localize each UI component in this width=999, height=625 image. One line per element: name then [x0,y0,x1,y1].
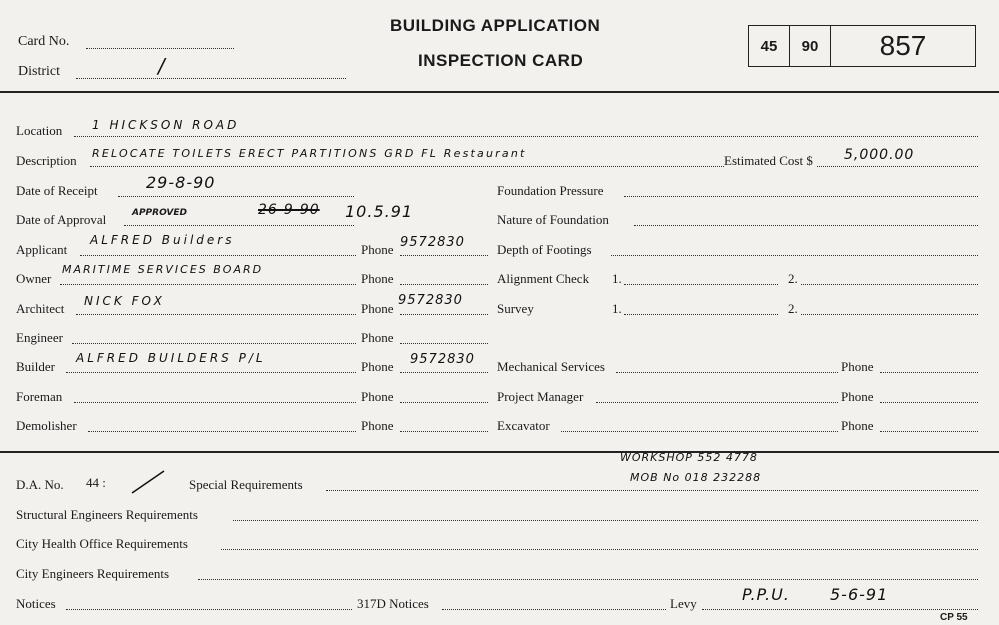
city-engineers-line[interactable] [198,579,978,580]
project-manager-label: Project Manager [497,389,584,404]
health-label: City Health Office Requirements [16,536,188,551]
engineer-label: Engineer [16,330,63,345]
approval-stamp: APPROVED [132,208,188,218]
applicant-value: ALFRED Builders [90,233,235,247]
demolisher-line[interactable] [88,431,356,432]
foreman-line[interactable] [74,402,356,403]
da-slash-line [132,471,164,493]
project-manager-phone-line[interactable] [880,402,978,403]
header-divider [0,91,999,93]
district-value: / [158,54,166,78]
alignment-num-1: 1. [612,271,622,286]
description-value: RELOCATE TOILETS ERECT PARTITIONS GRD FL Restaurant [92,147,527,160]
title-line-1: BUILDING APPLICATION [390,16,601,35]
card-no-line[interactable] [86,48,234,49]
structural-label: Structural Engineers Requirements [16,507,198,522]
levy-line[interactable] [702,609,978,610]
alignment-label: Alignment Check [497,271,590,286]
da-label: D.A. No. [16,477,64,492]
levy-label: Levy [670,596,697,611]
alignment-line-2[interactable] [801,284,978,285]
mob-note: MOB No 018 232288 [630,471,762,484]
foreman-label: Foreman [16,389,63,404]
applicant-line[interactable] [80,255,356,256]
foreman-phone-label: Phone [361,389,394,404]
alignment-line-1[interactable] [624,284,778,285]
notices-317d-label: 317D Notices [357,596,429,611]
receipt-value: 29-8-90 [146,173,216,192]
depth-footings-line[interactable] [611,255,978,256]
foundation-pressure-label: Foundation Pressure [497,183,604,198]
owner-line[interactable] [60,284,356,285]
health-line[interactable] [221,549,978,550]
location-value: 1 HICKSON ROAD [92,118,240,132]
receipt-line[interactable] [118,196,354,197]
builder-phone-label: Phone [361,359,394,374]
description-label: Description [16,153,77,168]
location-label: Location [16,123,63,138]
code-box-a [748,25,790,67]
mechanical-line[interactable] [616,372,838,373]
district-line[interactable] [76,78,346,79]
excavator-line[interactable] [561,431,838,432]
mechanical-phone-line[interactable] [880,372,978,373]
excavator-phone-line[interactable] [880,431,978,432]
architect-phone-value: 9572830 [398,293,463,308]
architect-value: NICK FOX [84,294,165,308]
depth-footings-label: Depth of Footings [497,242,592,257]
estimated-cost-value: 5,000.00 [844,147,915,163]
survey-num-2: 2. [788,301,798,316]
code-a: 45 [760,37,778,55]
applicant-phone-value: 9572830 [400,235,465,250]
alignment-num-2: 2. [788,271,798,286]
architect-label: Architect [16,301,65,316]
owner-label: Owner [16,271,52,286]
owner-value: MARITIME SERVICES BOARD [62,263,264,276]
mechanical-label: Mechanical Services [497,359,605,374]
description-line[interactable] [90,166,978,167]
excavator-label: Excavator [497,418,550,433]
special-requirements-label: Special Requirements [189,477,303,492]
survey-line-1[interactable] [624,314,778,315]
receipt-label: Date of Receipt [16,183,98,198]
code-box-c [830,25,976,67]
da-prefix: 44 : [86,475,106,490]
applicant-label: Applicant [16,242,68,257]
location-line[interactable] [74,136,978,137]
applicant-phone-line[interactable] [400,255,488,256]
demolisher-phone-line[interactable] [400,431,488,432]
nature-foundation-label: Nature of Foundation [497,212,609,227]
foreman-phone-line[interactable] [400,402,488,403]
special-requirements-line[interactable] [326,490,978,491]
owner-phone-line[interactable] [400,284,488,285]
title-line-2: INSPECTION CARD [418,51,584,70]
city-engineers-label: City Engineers Requirements [16,566,170,581]
code-box-b [789,25,831,67]
foundation-pressure-line[interactable] [624,196,978,197]
code-b: 90 [801,37,819,55]
survey-label: Survey [497,301,534,316]
approval-struck-date: 26-9-90 [258,202,320,218]
applicant-phone-label: Phone [361,242,394,257]
survey-num-1: 1. [612,301,622,316]
demolisher-phone-label: Phone [361,418,394,433]
engineer-phone-line[interactable] [400,343,488,344]
excavator-phone-label: Phone [841,418,874,433]
notices-317d-line[interactable] [442,609,666,610]
builder-line[interactable] [66,372,356,373]
levy-value: P.P.U. [742,585,790,604]
district-label: District [18,64,60,79]
project-manager-phone-label: Phone [841,389,874,404]
project-manager-line[interactable] [596,402,838,403]
architect-phone-label: Phone [361,301,394,316]
demolisher-label: Demolisher [16,418,77,433]
architect-line[interactable] [76,314,356,315]
survey-line-2[interactable] [801,314,978,315]
da-slash-mark [128,467,168,497]
workshop-note: WORKSHOP 552 4778 [620,451,758,464]
engineer-line[interactable] [72,343,356,344]
middle-divider [0,451,999,453]
builder-phone-line[interactable] [400,372,488,373]
approval-line[interactable] [124,225,354,226]
notices-line[interactable] [66,609,352,610]
builder-phone-value: 9572830 [410,352,475,367]
structural-line[interactable] [233,520,978,521]
approval-label: Date of Approval [16,212,107,227]
estimated-cost-label: Estimated Cost $ [724,153,816,169]
architect-phone-line[interactable] [400,314,488,315]
form-code: CP 55 [940,612,968,623]
nature-foundation-line[interactable] [634,225,978,226]
builder-value: ALFRED BUILDERS P/L [76,351,266,365]
levy-date: 5-6-91 [830,585,889,604]
mechanical-phone-label: Phone [841,359,874,374]
builder-label: Builder [16,359,55,374]
card-no-label: Card No. [18,34,70,49]
owner-phone-label: Phone [361,271,394,286]
notices-label: Notices [16,596,56,611]
code-c: 857 [879,30,927,61]
approval-value: 10.5.91 [345,202,414,221]
engineer-phone-label: Phone [361,330,394,345]
